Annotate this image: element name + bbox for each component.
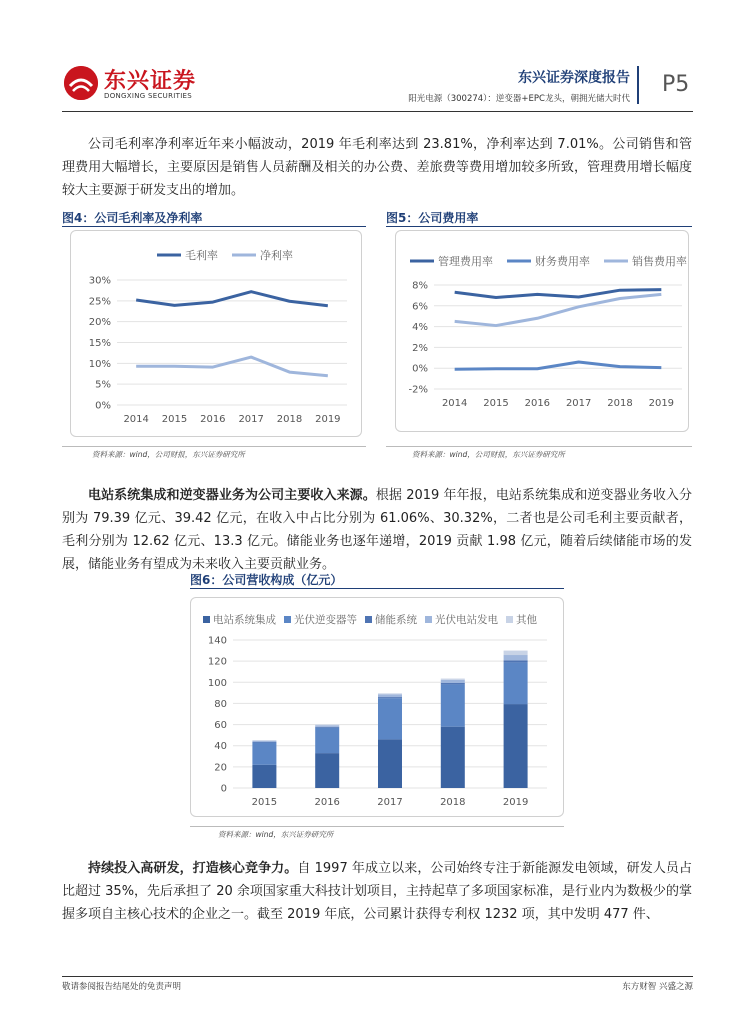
fig6-bar-segment — [315, 724, 339, 725]
fig6-legend-label: 其他 — [516, 614, 537, 626]
fig4-ytick-label: 10% — [88, 358, 111, 370]
fig5-source-rule — [386, 446, 692, 447]
fig5-title-rule — [386, 226, 692, 227]
fig6-ytick-label: 40 — [214, 741, 227, 753]
fig6-bar-segment — [315, 753, 339, 788]
fig4-ytick-label: 25% — [88, 296, 111, 308]
fig5-xtick-label: 2017 — [565, 398, 592, 409]
paragraph-rnd-body: 自 1997 年成立以来，公司始终专注于新能源发电领域，研发人员占比超过 35%，先后承担了 20 余项国家重大科技计划项目，主持起草了多项国家标准，是行业内为数极少的掌握多项自主核心技术的企业之一。截至 2019 年底，公司累计获得专利权 1232 项，其中发明 477 件、 — [62, 861, 692, 922]
fig5-title: 图5：公司费用率 — [386, 211, 479, 225]
paragraph-revenue-lead: 电站系统集成和逆变器业务为公司主要收入来源。 — [88, 488, 376, 503]
logo-icon — [64, 66, 98, 100]
fig4-legend-label: 净利率 — [260, 249, 293, 262]
fig6-chart — [190, 597, 564, 817]
fig6-xtick-label: 2016 — [314, 797, 340, 808]
fig6-legend-label: 储能系统 — [375, 614, 417, 626]
fig6-ytick-label: 20 — [214, 762, 227, 774]
logo-english-text: DONGXING SECURITIES — [104, 92, 193, 100]
fig6-bar-segment — [252, 742, 276, 743]
fig5-legend-label: 销售费用率 — [632, 255, 687, 268]
fig4-xtick-label: 2015 — [161, 414, 188, 425]
fig6-ytick-label: 120 — [207, 656, 227, 668]
fig4-series-line — [136, 357, 328, 376]
fig6-bar-segment — [252, 743, 276, 765]
fig5-ytick-label: 8% — [412, 280, 428, 292]
fig4-title-rule — [62, 226, 366, 227]
paragraph-revenue — [62, 484, 692, 576]
report-title: 东兴证券深度报告 — [518, 70, 630, 86]
fig6-ytick-label: 0 — [220, 783, 227, 795]
footer-disclaimer: 敬请参阅报告结尾处的免责声明 — [62, 982, 182, 992]
fig6-bar-segment — [378, 698, 402, 739]
fig6-bar-segment — [441, 680, 465, 683]
fig6-bar-segment — [252, 765, 276, 788]
fig6-bar-segment — [504, 655, 528, 660]
fig6-legend-swatch — [506, 616, 513, 623]
fig6-bar-segment — [378, 693, 402, 694]
fig6-ytick-label: 60 — [214, 720, 227, 732]
fig5-legend-label: 财务费用率 — [535, 255, 590, 268]
fig6-legend-swatch — [284, 616, 291, 623]
paragraph-margins: 公司毛利率净利率近年来小幅波动，2019 年毛利率达到 23.81%，净利率达到 7.01%。公司销售和管理费用大幅增长，主要原因是销售人员薪酬及相关的办公费、差旅费等费用增加较多所致，管理费用增长幅度较大主要源于研发支出的增加。 — [62, 137, 692, 198]
fig5-xtick-label: 2015 — [483, 398, 509, 409]
fig4-source-rule — [62, 446, 366, 447]
fig6-legend-swatch — [365, 616, 372, 623]
fig5-svg — [396, 231, 688, 431]
fig4-series-line — [136, 292, 328, 306]
fig4-xtick-label: 2018 — [276, 414, 303, 425]
fig6-bar-segment — [378, 697, 402, 698]
fig6-bar-segment — [504, 662, 528, 704]
fig4-xtick-label: 2014 — [123, 414, 149, 425]
fig4-title: 图4：公司毛利率及净利率 — [62, 211, 203, 225]
fig6-bar-segment — [315, 725, 339, 727]
fig6-bar-segment — [504, 660, 528, 662]
paragraph-rnd-lead: 持续投入高研发，打造核心竞争力。 — [88, 861, 298, 876]
fig5-chart — [395, 230, 689, 432]
fig5-ytick-label: 0% — [412, 363, 428, 375]
fig6-source-rule — [190, 826, 564, 827]
fig6-legend-label: 光伏逆变器等 — [294, 614, 357, 626]
report-subtitle: 阳光电源（300274）：逆变器+EPC龙头，朝拥光储大时代 — [408, 94, 630, 104]
fig5-legend-label: 管理费用率 — [438, 255, 493, 268]
fig6-ytick-label: 80 — [214, 698, 227, 710]
paragraph-rnd — [62, 857, 692, 926]
fig6-bar-segment — [378, 694, 402, 697]
fig6-title: 图6：公司营收构成（亿元） — [190, 573, 343, 587]
fig6-xtick-label: 2019 — [502, 797, 529, 808]
fig5-xtick-label: 2018 — [607, 398, 633, 409]
fig6-ytick-label: 100 — [207, 677, 227, 689]
fig6-bar-segment — [441, 684, 465, 726]
fig5-xtick-label: 2016 — [524, 398, 551, 409]
footer-rule — [62, 976, 693, 977]
fig6-legend-swatch — [203, 616, 210, 623]
fig6-legend-label: 光伏电站发电 — [435, 614, 498, 626]
fig4-ytick-label: 0% — [95, 400, 111, 412]
fig4-ytick-label: 20% — [88, 317, 111, 329]
fig5-ytick-label: 6% — [412, 301, 428, 313]
fig6-title-rule — [190, 588, 564, 589]
fig5-source: 资料来源：wind，公司财报，东兴证券研究所 — [412, 450, 565, 459]
fig4-ytick-label: 30% — [88, 275, 111, 287]
logo-text: 东兴证券 — [104, 69, 197, 94]
fig6-svg — [191, 598, 563, 816]
fig6-bar-segment — [441, 683, 465, 684]
fig6-legend-label: 电站系统集成 — [213, 614, 276, 626]
fig6-xtick-label: 2018 — [440, 797, 466, 808]
fig6-xtick-label: 2015 — [251, 797, 278, 808]
fig6-bar-segment — [441, 727, 465, 788]
fig6-bar-segment — [504, 704, 528, 788]
fig5-xtick-label: 2014 — [441, 398, 468, 409]
fig4-chart — [70, 230, 362, 437]
fig6-legend-swatch — [425, 616, 432, 623]
fig4-ytick-label: 5% — [95, 379, 111, 391]
fig6-bar-segment — [378, 739, 402, 788]
fig5-xtick-label: 2019 — [648, 398, 675, 409]
fig6-bar-segment — [504, 651, 528, 655]
header-divider — [637, 66, 639, 104]
footer-slogan: 东方财智 兴盛之源 — [622, 982, 693, 992]
fig6-bar-segment — [315, 727, 339, 728]
fig4-ytick-label: 15% — [88, 338, 111, 349]
fig6-ytick-label: 140 — [207, 635, 227, 647]
fig6-xtick-label: 2017 — [377, 797, 403, 808]
fig6-source: 资料来源：wind，东兴证券研究所 — [218, 830, 334, 839]
fig4-xtick-label: 2016 — [200, 414, 226, 425]
fig4-legend-label: 毛利率 — [185, 249, 218, 262]
fig5-series-line — [455, 294, 662, 325]
fig4-xtick-label: 2019 — [315, 414, 341, 425]
page-number: P5 — [662, 72, 690, 97]
paragraph-revenue-body: 根据 2019 年年报，电站系统集成和逆变器业务收入分别为 79.39 亿元、39.42 亿元，在收入中占比分别为 61.06%、30.32%，二者也是公司毛利主要贡献者，毛利分别为 12.62 亿元、13.3 亿元。储能业务也逐年递增，2019 贡献 1.98 亿元，随着后续储能市场的发展，储能业务有望成为未来收入主要贡献业务。 — [62, 488, 692, 572]
fig6-bar-segment — [252, 740, 276, 741]
fig5-ytick-label: 4% — [412, 322, 428, 334]
header-rule — [62, 111, 693, 112]
fig4-xtick-label: 2017 — [238, 414, 264, 425]
fig4-svg — [71, 231, 361, 436]
fig6-bar-segment — [315, 728, 339, 753]
fig5-ytick-label: 2% — [412, 342, 428, 354]
fig5-ytick-label: -2% — [408, 384, 428, 396]
fig6-bar-segment — [252, 741, 276, 742]
fig4-source: 资料来源：wind，公司财报，东兴证券研究所 — [92, 450, 245, 459]
fig6-bar-segment — [441, 679, 465, 680]
